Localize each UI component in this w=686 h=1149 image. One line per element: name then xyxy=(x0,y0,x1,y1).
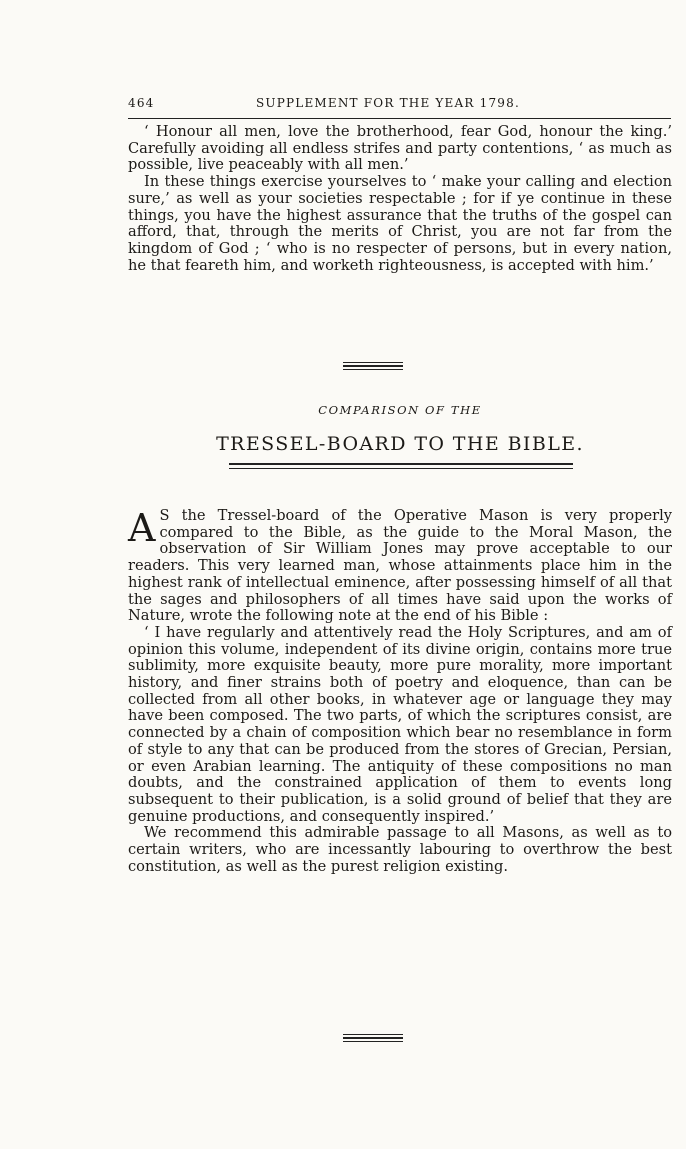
article-paragraph xyxy=(128,508,672,625)
article-subhead: COMPARISON OF THE xyxy=(318,403,482,417)
article-body xyxy=(128,508,672,875)
running-title: SUPPLEMENT FOR THE YEAR 1798. xyxy=(256,96,520,110)
opening-text xyxy=(128,124,672,274)
article-paragraph-text: S the Tressel-board of the Operative Mason is very properly compared to the Bible, as the guide to the Moral Mason, the observation of Sir William Jones may prove acceptable to our readers. This very learned man, whose attainments place him in the highest rank of intellectual eminence, after possessing himself of all that the sages and philosophers of all times have said upon the works of Nature, wrote the following note at the end of his Bible : xyxy=(128,507,672,625)
section-divider xyxy=(343,362,403,369)
closing-paragraph: We recommend this admirable passage to all Masons, as well as to certain writers, who are incessantly labouring to overthrow the best constitution, as well as the purest religion existing. xyxy=(128,824,672,875)
title-rule xyxy=(229,463,573,465)
header-rule xyxy=(128,118,671,119)
article-heading: TRESSEL-BOARD TO THE BIBLE. xyxy=(216,433,584,455)
end-divider xyxy=(343,1034,403,1041)
opening-paragraph: ‘ Honour all men, love the brotherhood, fear God, honour the king.’ Carefully avoiding all endless strifes and party contentions, ‘ as much as possible, live peaceably with all men.’ xyxy=(128,123,672,174)
opening-paragraph: In these things exercise yourselves to ‘ make your calling and election sure,’ as well as your societies respectable ; for if ye continue in these things, you have the highest assurance that the truths of the gospel can afford, that, through the merits of Christ, you are not far from the kingdom of God ; ‘ who is no respecter of persons, but in every nation, he that feareth him, and worketh righteousness, is accepted with him.’ xyxy=(128,173,672,274)
title-rule xyxy=(229,468,573,469)
quotation-paragraph: ‘ I have regularly and attentively read the Holy Scriptures, and am of opinion this volume, independent of its divine origin, contains more true sublimity, more exquisite beauty, more pure morality, more important history, and finer strains both of poetry and eloquence, than can be collected from all other books, in whatever age or language they may have been composed. The two parts, of which the scriptures consist, are connected by a chain of composition which bear no resemblance in form of style to any that can be produced from the stores of Grecian, Persian, or even Arabian learning. The antiquity of these compositions no man doubts, and the constrained application of them to events long subsequent to their publication, is a solid ground of belief that they are genuine productions, and consequently inspired.’ xyxy=(128,623,672,825)
page-number: 464 xyxy=(128,96,155,110)
drop-cap: A xyxy=(128,506,156,550)
